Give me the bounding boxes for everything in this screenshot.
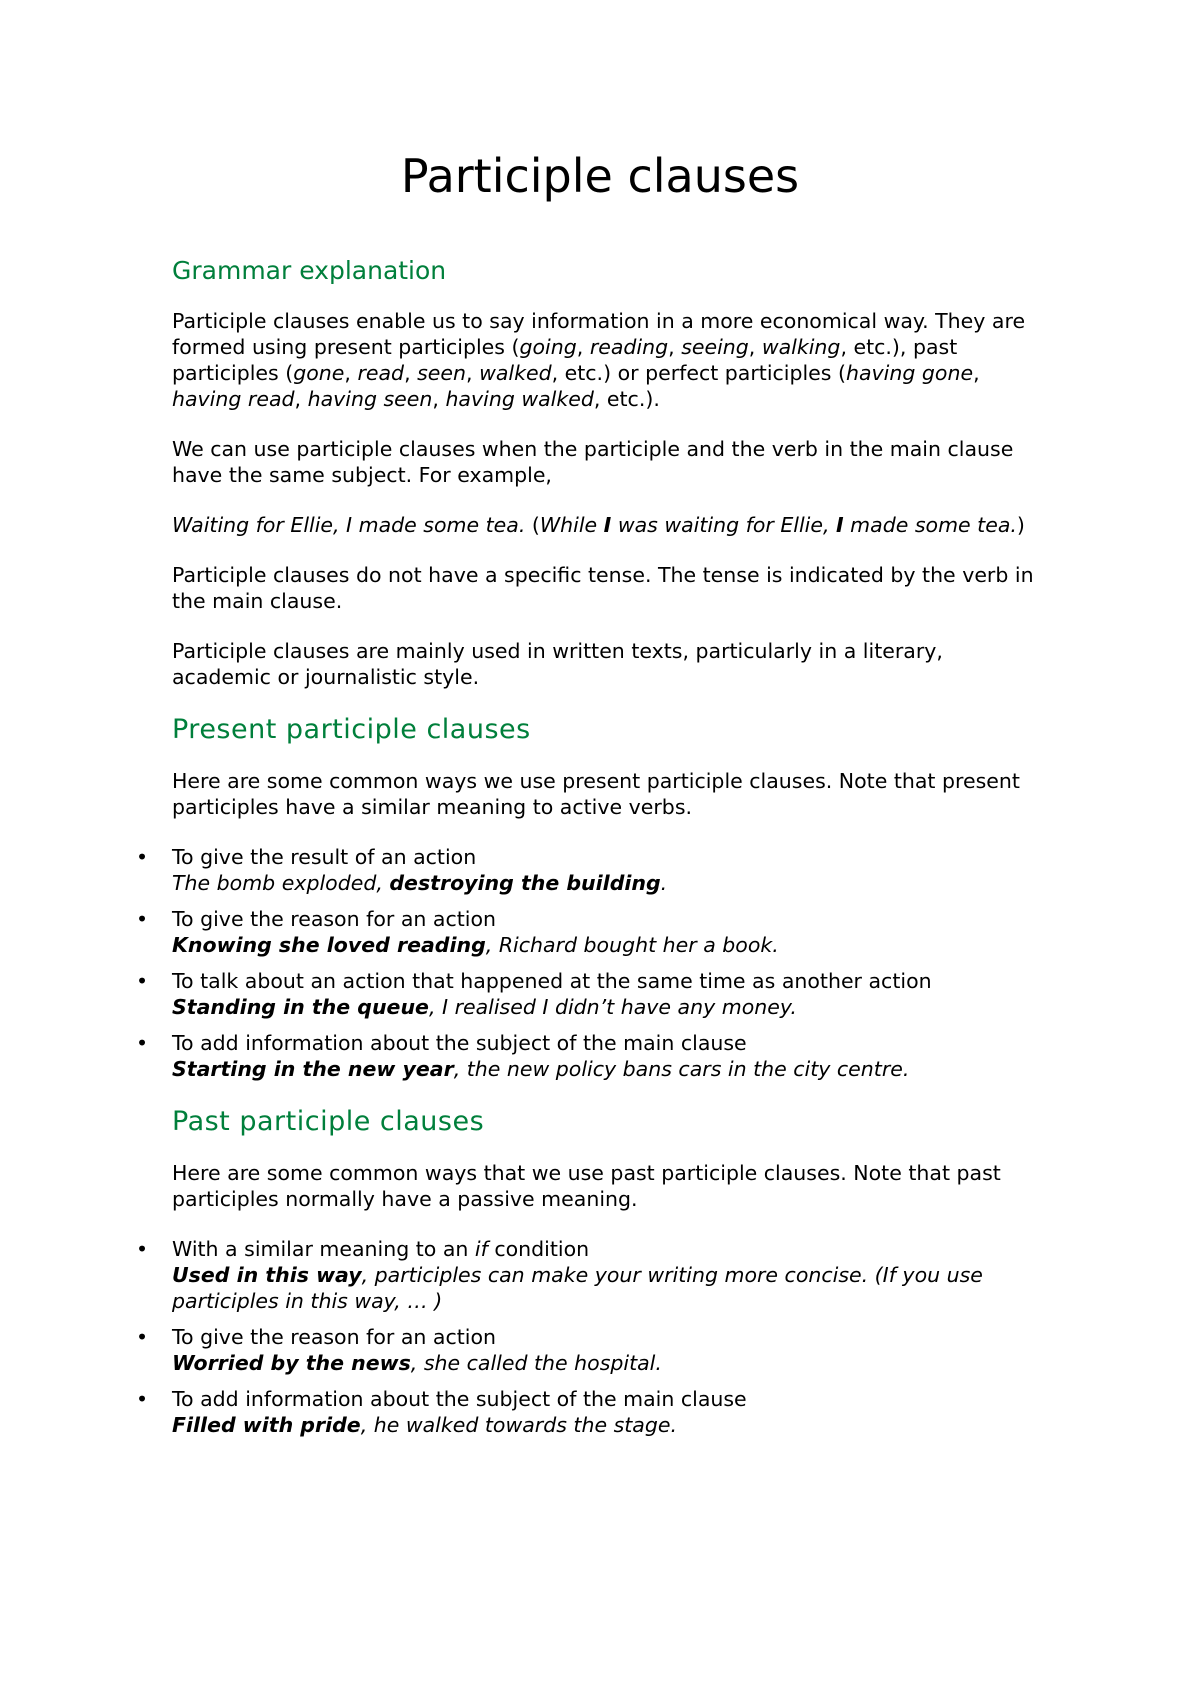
present-intro: Here are some common ways we use present participle clauses. Note that present participles have a similar meaning to active verbs. bbox=[172, 769, 1020, 819]
item-example: Used in this way, participles can make your writing more concise. (If you use participles in this way, … ) bbox=[172, 1263, 983, 1313]
list-item bbox=[136, 844, 1042, 896]
document-body bbox=[136, 256, 1042, 1462]
item-label: To talk about an action that happened at the same time as another action bbox=[172, 969, 932, 993]
item-label: To add information about the subject of the main clause bbox=[172, 1387, 747, 1411]
bullet-icon: • bbox=[136, 969, 149, 993]
list-item bbox=[136, 1324, 1042, 1376]
bullet-icon: • bbox=[136, 1325, 149, 1349]
item-label: To give the reason for an action bbox=[172, 907, 496, 931]
bullet-icon: • bbox=[136, 845, 149, 869]
item-example: The bomb exploded, destroying the building. bbox=[172, 871, 668, 895]
list-item bbox=[136, 1386, 1042, 1438]
present-list bbox=[136, 844, 1042, 1082]
past-heading: Past participle clauses bbox=[172, 1106, 485, 1137]
item-label: To add information about the subject of the main clause bbox=[172, 1031, 747, 1055]
example-paragraph: Waiting for Ellie, I made some tea. (While I was waiting for Ellie, I made some tea.) bbox=[172, 513, 1025, 537]
bullet-icon: • bbox=[136, 907, 149, 931]
item-example: Worried by the news, she called the hospital. bbox=[172, 1351, 662, 1375]
item-label: With a similar meaning to an if condition bbox=[172, 1237, 590, 1261]
past-list bbox=[136, 1236, 1042, 1438]
past-intro: Here are some common ways that we use past participle clauses. Note that past participles normally have a passive meaning. bbox=[172, 1161, 1001, 1211]
subject-paragraph: We can use participle clauses when the participle and the verb in the main clause have the same subject. For example, bbox=[172, 437, 1014, 487]
item-example: Standing in the queue, I realised I didn’t have any money. bbox=[172, 995, 797, 1019]
item-label: To give the reason for an action bbox=[172, 1325, 496, 1349]
page-title: Participle clauses bbox=[400, 149, 800, 203]
usage-paragraph: Participle clauses are mainly used in written texts, particularly in a literary, academic or journalistic style. bbox=[172, 639, 943, 689]
tense-paragraph: Participle clauses do not have a specific tense. The tense is indicated by the verb in the main clause. bbox=[172, 563, 1034, 613]
list-item bbox=[136, 906, 1042, 958]
bullet-icon: • bbox=[136, 1237, 149, 1261]
item-example: Starting in the new year, the new policy bans cars in the city centre. bbox=[172, 1057, 910, 1081]
item-example: Knowing she loved reading, Richard bought her a book. bbox=[172, 933, 779, 957]
grammar-heading: Grammar explanation bbox=[172, 256, 447, 285]
list-item bbox=[136, 1030, 1042, 1082]
list-item bbox=[136, 968, 1042, 1020]
bullet-icon: • bbox=[136, 1387, 149, 1411]
list-item bbox=[136, 1236, 1042, 1314]
bullet-icon: • bbox=[136, 1031, 149, 1055]
item-example: Filled with pride, he walked towards the stage. bbox=[172, 1413, 678, 1437]
intro-paragraph: Participle clauses enable us to say information in a more economical way. They are formed using present participles (going, reading, seeing, walking, etc.), past participles (gone, read, seen, walked, etc.) or perfect participles (having gone, having read, having seen, having walked, etc.). bbox=[172, 309, 1026, 411]
present-heading: Present participle clauses bbox=[172, 714, 531, 745]
item-label: To give the result of an action bbox=[172, 845, 477, 869]
